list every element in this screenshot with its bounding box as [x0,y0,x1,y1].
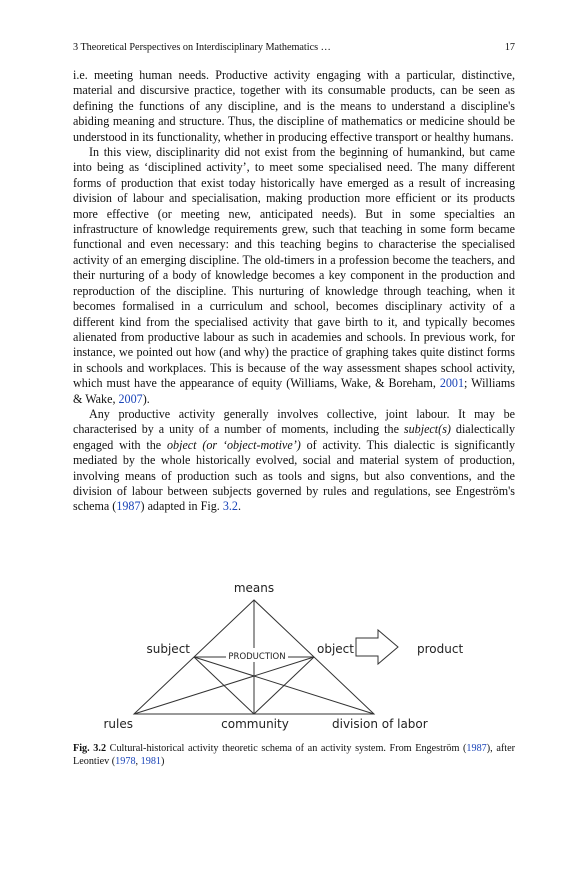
label-means: means [233,581,275,595]
paragraph-2-text: ). [142,391,150,406]
citation-link[interactable]: 1981 [140,756,161,767]
caption-text: ) [161,756,165,767]
paragraph-2-text: In this view, disciplinarity did not exist from the beginning of humankind, but came into being as ‘disciplined activity’, to meet some specialised need. The many different forms of production that exist today historically have emerged as a result of increasing division of labour and specialisation, making production more efficient or its products more effective (or meeting new, anticipated needs). But in some specialties an infrastructure of knowledge requirements grew, such that teaching in some form became functional and even necessary: and this teaching begins to characterise the specialised activity of an emerging discipline. The old-timers in a profession become the teachers, and their nurturing of a body of knowledge becomes a key component in the production and reproduction of the discipline. This nurturing of knowledge through teaching, when it becomes formalised in a curriculum and school, becomes disciplinary activity of a different kind from the specialised activity that gave birth to it, and typically becomes alienated from productive labour as such in academies and schools. In previous work, for instance, we pointed out how (and why) the practice of graphing takes quite distinct forms in schools and workplaces. This is because of the way assessment shapes school activity, which must have the appearance of equity (Williams, Wake, & Boreham, [73,145,515,391]
label-rules: rules [103,717,133,731]
body-text [73,68,515,515]
label-object: object [317,642,354,656]
label-community: community [221,717,289,731]
figure-reference-link[interactable]: 3.2 [222,499,238,514]
activity-system-diagram [100,576,486,734]
label-product: product [417,642,464,656]
label-division-of-labor: division of labor [332,717,428,731]
paragraph-3-text: Any productive activity generally involves collective, joint labour. It may be characterised by a unity of a number of moments, including the [73,406,515,437]
paragraph-3-text: dialectically engaged with the [73,422,515,452]
paragraph-3 [73,407,515,515]
caption-text: Cultural-historical activity theoretic schema of an activity system. From Engeström ( [106,743,467,754]
object-rules-line [134,657,314,714]
running-head [73,42,515,53]
paragraph-1: i.e. meeting human needs. Productive activity engaging with a particular, distinctive, material and discursive practice, together with its consumable products, can be seen as defining the functions of any discipline, and is the means to understand a discipline's abiding meaning and structure. Thus, the discipline of mathematics or medicine should be understood in its functionality, whether in producing effective transport or healthy humans. [73,68,515,144]
citation-link[interactable]: 2001 [439,376,465,391]
running-head-title: 3 Theoretical Perspectives on Interdisciplinary Mathematics … [73,42,331,53]
activity-system-figure [100,576,486,734]
label-subject: subject [146,642,190,656]
emphasis-subject: subject(s) [403,422,451,437]
citation-link[interactable]: 1978 [115,756,136,767]
subject-division-line [194,657,374,714]
caption-text: ), after Leontiev ( [73,743,515,767]
arrow-icon [356,630,398,664]
citation-link[interactable]: 1987 [116,499,141,514]
citation-link[interactable]: 1987 [466,743,487,754]
paragraph-2 [73,145,515,407]
paragraph-2-text: ; Williams & Wake, [73,376,515,406]
caption-text: , [135,756,141,767]
paragraph-3-text: . [237,499,241,514]
emphasis-object: object (or ‘object-motive’) [166,437,301,452]
citation-link[interactable]: 2007 [118,391,143,406]
paragraph-3-text: of activity. This dialectic is significantly mediated by the whole historically evolved, social and material system of production, involving means of production such as tools and signs, but also conventions, and the division of labour between subjects governed by rules and regulations, see Engeström's schema ( [73,437,515,514]
page-number: 17 [504,42,515,53]
paragraph-3-text: ) adapted in Fig. [140,499,223,514]
label-production: PRODUCTION [228,652,286,662]
caption-label: Fig. 3.2 [73,743,107,754]
figure-caption [73,742,515,768]
